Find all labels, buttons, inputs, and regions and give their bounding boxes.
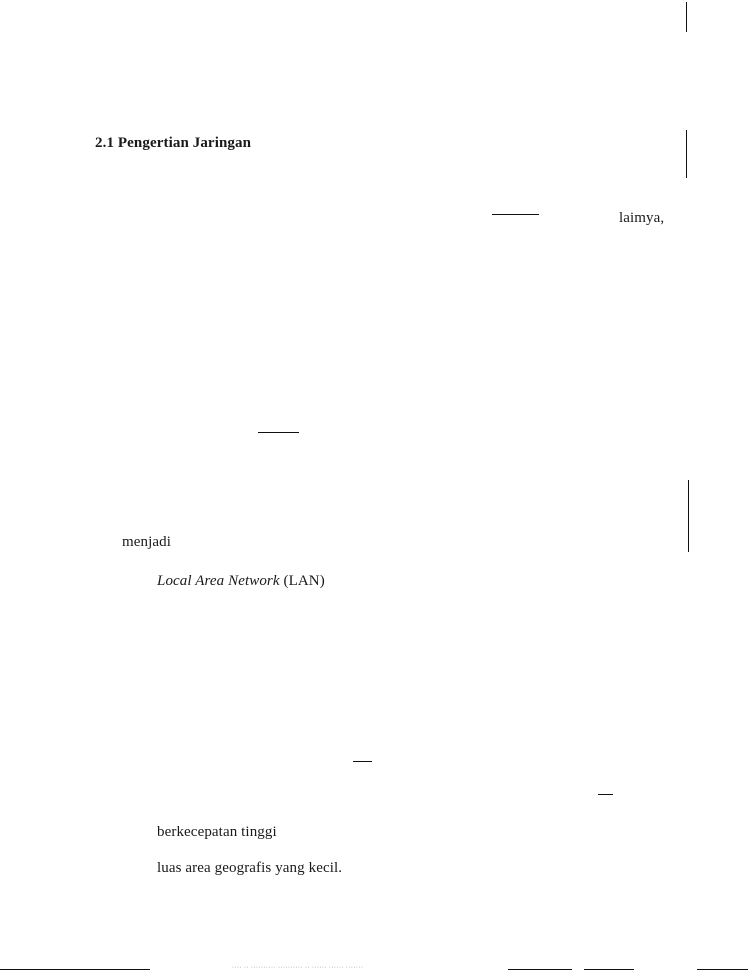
redacted-underline [492, 214, 539, 215]
lan-term-italic: Local Area Network [157, 573, 280, 589]
redacted-underline [258, 432, 299, 433]
text-fragment-lainnya: laimya, [619, 210, 665, 226]
text-fragment-luas-area: luas area geografis yang kecil. [157, 860, 343, 876]
redacted-underline [598, 794, 613, 795]
footer-rule [508, 969, 572, 970]
footer-rule [584, 969, 634, 970]
footer-rule [0, 969, 150, 970]
margin-mark [686, 2, 687, 32]
margin-mark [686, 130, 687, 178]
lan-term [157, 573, 325, 590]
lan-term-abbrev: (LAN) [283, 573, 325, 589]
footer-noise: ···· ·· ·········· ·········· ·· ······ ······ ······· [232, 965, 364, 971]
margin-mark [688, 480, 689, 552]
text-fragment-berkecepatan: berkecepatan tinggi [157, 824, 277, 840]
text-fragment-menjadi: menjadi [122, 534, 172, 550]
section-heading: 2.1 Pengertian Jaringan [95, 135, 252, 151]
footer-rule [697, 969, 748, 970]
redacted-underline [353, 761, 372, 762]
